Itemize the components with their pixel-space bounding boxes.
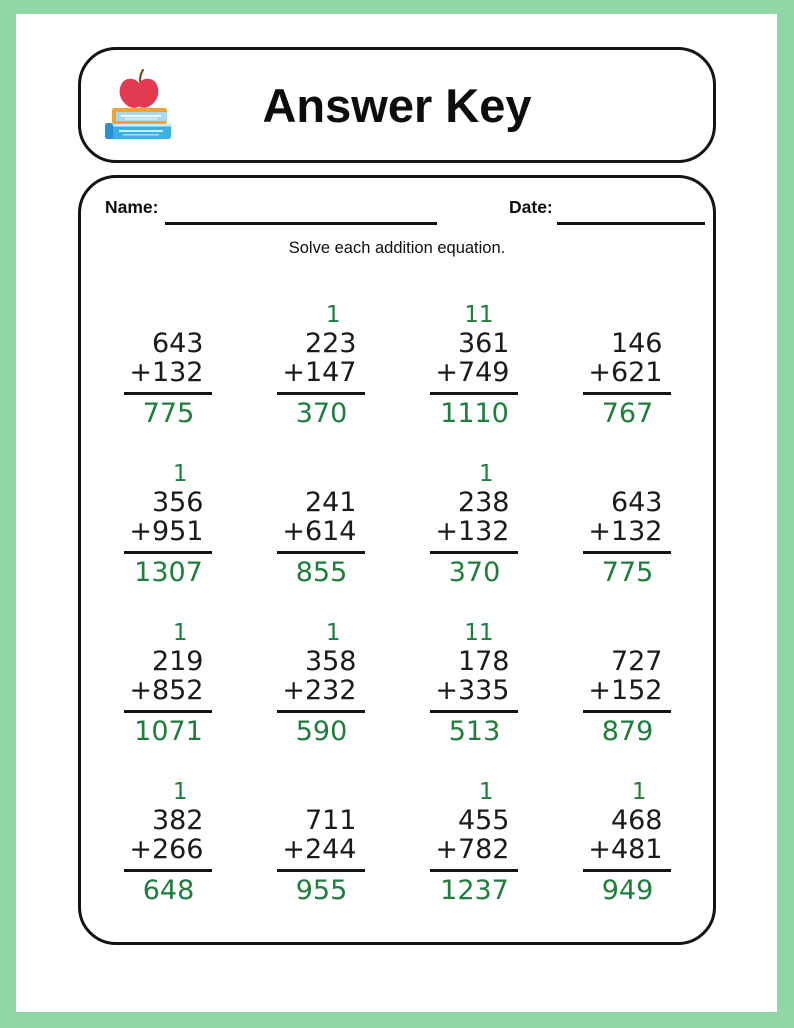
addition-problem-4 [583, 302, 671, 461]
addend-top: 382 [151, 805, 204, 836]
sum-line [124, 869, 212, 872]
answer-value: 370 [295, 398, 348, 429]
addend-top: 455 [457, 805, 510, 836]
sum-line [277, 551, 365, 554]
addend-bottom: +621 [588, 356, 663, 388]
addend-top: 358 [304, 646, 357, 677]
addition-problem-11 [430, 620, 518, 779]
carry-digits: 1 [325, 302, 341, 328]
answer-value: 1307 [134, 557, 203, 588]
addend-bottom: +152 [588, 674, 663, 706]
carry-digits [583, 461, 671, 489]
addend-top: 223 [304, 328, 357, 359]
page-title: Answer Key [262, 78, 532, 132]
addition-problem-5 [124, 461, 212, 620]
answer-value: 590 [295, 716, 348, 747]
addition-problem-9 [124, 620, 212, 779]
addend-bottom: +132 [588, 515, 663, 547]
addend-bottom: +782 [435, 833, 510, 865]
addend-top: 361 [457, 328, 510, 359]
addition-problem-3 [430, 302, 518, 461]
addend-top: 468 [610, 805, 663, 836]
carry-digits [124, 302, 212, 330]
addend-bottom: +481 [588, 833, 663, 865]
addition-problem-2 [277, 302, 365, 461]
sum-line [124, 392, 212, 395]
addition-problem-14 [277, 779, 365, 938]
addition-problem-10 [277, 620, 365, 779]
addend-bottom: +132 [129, 356, 204, 388]
answer-value: 775 [601, 557, 654, 588]
carry-digits: 1 [172, 779, 188, 805]
carry-digits [583, 620, 671, 648]
sum-line [124, 551, 212, 554]
addend-top: 727 [610, 646, 663, 677]
carry-digits [277, 779, 365, 807]
addend-bottom: +749 [435, 356, 510, 388]
answer-value: 855 [295, 557, 348, 588]
carry-digits: 1 [478, 779, 494, 805]
worksheet-page [16, 14, 777, 1012]
addend-top: 643 [610, 487, 663, 518]
answer-value: 370 [448, 557, 501, 588]
addition-problem-8 [583, 461, 671, 620]
sum-line [583, 551, 671, 554]
sum-line [583, 392, 671, 395]
answer-value: 513 [448, 716, 501, 747]
sum-line [583, 710, 671, 713]
carry-digits: 1 [478, 461, 494, 487]
instruction-text: Solve each addition equation. [288, 239, 506, 257]
answer-value: 767 [601, 398, 654, 429]
addition-problem-15 [430, 779, 518, 938]
sum-line [277, 710, 365, 713]
date-label: Date: [509, 197, 553, 217]
addend-top: 643 [151, 328, 204, 359]
addend-bottom: +132 [435, 515, 510, 547]
answer-value: 955 [295, 875, 348, 906]
carry-digits: 1 [172, 620, 188, 646]
sum-line [124, 710, 212, 713]
addend-top: 178 [457, 646, 510, 677]
answer-value: 1071 [134, 716, 203, 747]
name-blank-line[interactable] [165, 222, 437, 225]
addend-top: 146 [610, 328, 663, 359]
addend-bottom: +266 [129, 833, 204, 865]
sum-line [430, 551, 518, 554]
sum-line [430, 392, 518, 395]
addition-problem-16 [583, 779, 671, 938]
carry-digits [583, 302, 671, 330]
sum-line [277, 869, 365, 872]
addend-top: 241 [304, 487, 357, 518]
addend-top: 356 [151, 487, 204, 518]
addend-bottom: +147 [282, 356, 357, 388]
answer-value: 775 [142, 398, 195, 429]
addend-bottom: +335 [435, 674, 510, 706]
addition-problem-6 [277, 461, 365, 620]
sum-line [430, 869, 518, 872]
addend-bottom: +614 [282, 515, 357, 547]
worksheet-card [78, 175, 716, 945]
answer-value: 1110 [440, 398, 509, 429]
addend-bottom: +232 [282, 674, 357, 706]
addition-problem-1 [124, 302, 212, 461]
addend-top: 219 [151, 646, 204, 677]
answer-value: 1237 [440, 875, 509, 906]
carry-digits: 11 [464, 302, 494, 328]
carry-digits [277, 461, 365, 489]
addend-bottom: +951 [129, 515, 204, 547]
problems-grid [91, 302, 703, 938]
sum-line [583, 869, 671, 872]
sum-line [277, 392, 365, 395]
addend-bottom: +852 [129, 674, 204, 706]
addition-problem-7 [430, 461, 518, 620]
carry-digits: 1 [325, 620, 341, 646]
name-label: Name: [105, 197, 159, 217]
addition-problem-13 [124, 779, 212, 938]
carry-digits: 11 [464, 620, 494, 646]
answer-value: 879 [601, 716, 654, 747]
carry-digits: 1 [631, 779, 647, 805]
addend-top: 711 [304, 805, 357, 836]
addend-bottom: +244 [282, 833, 357, 865]
carry-digits: 1 [172, 461, 188, 487]
addition-problem-12 [583, 620, 671, 779]
date-blank-line[interactable] [557, 222, 705, 225]
header-card [78, 47, 716, 163]
sum-line [430, 710, 518, 713]
addend-top: 238 [457, 487, 510, 518]
answer-value: 949 [601, 875, 654, 906]
answer-value: 648 [142, 875, 195, 906]
